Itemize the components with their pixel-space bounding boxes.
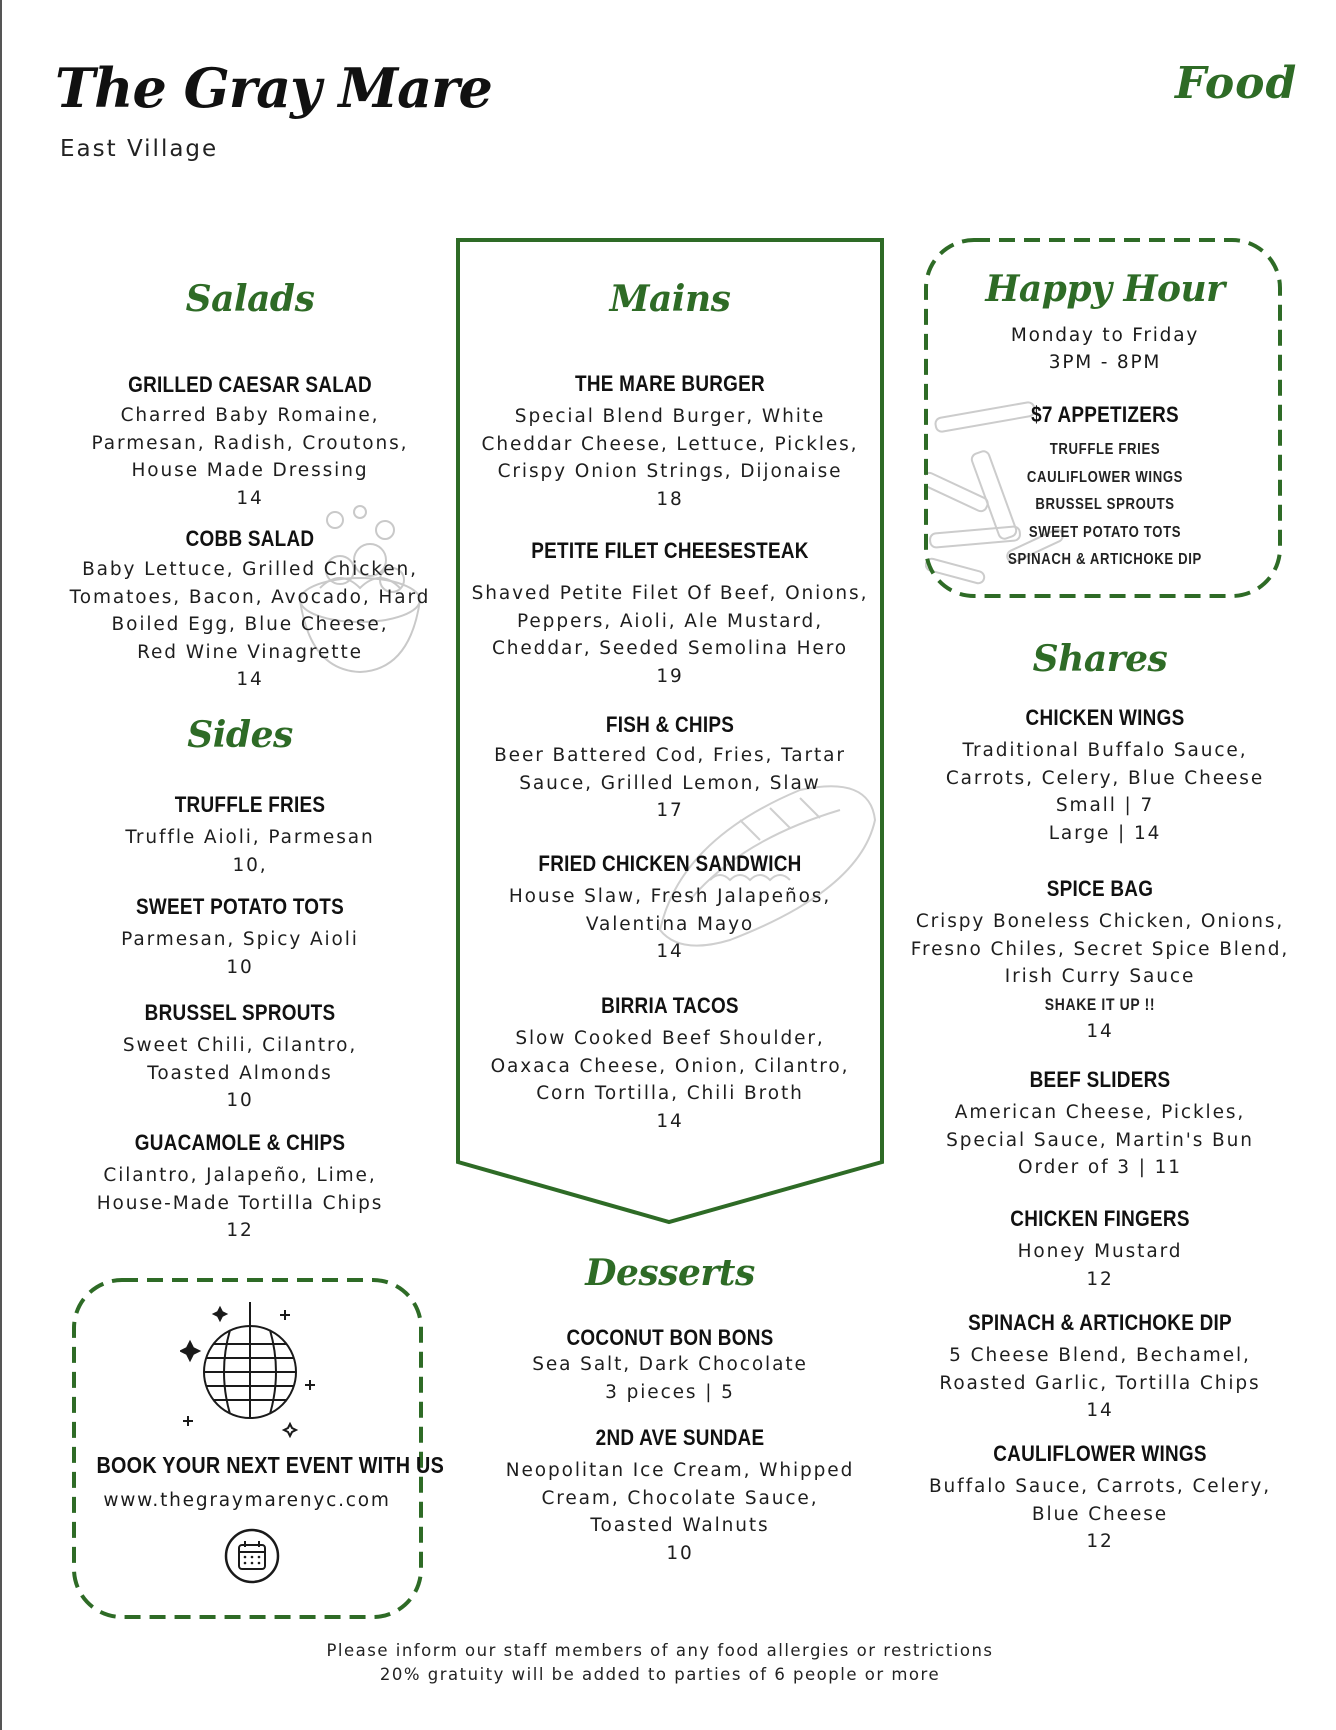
menu-item bbox=[895, 1206, 1305, 1293]
item-price: 10 bbox=[226, 956, 254, 978]
item-name: CHICKEN FINGERS bbox=[1010, 1206, 1190, 1231]
shares-title: Shares bbox=[1032, 638, 1168, 680]
item-name: PETITE FILET CHEESESTEAK bbox=[531, 538, 809, 563]
menu-item bbox=[470, 993, 870, 1135]
menu-item bbox=[50, 526, 450, 693]
menu-item bbox=[900, 705, 1310, 847]
item-name: TRUFFLE FRIES bbox=[174, 792, 326, 817]
menu-item bbox=[480, 1425, 880, 1567]
brand-logo: The Gray Mare bbox=[55, 56, 492, 120]
page-edge bbox=[0, 0, 2, 1730]
item-desc: Parmesan, Spicy Aioli bbox=[121, 929, 359, 950]
menu-item bbox=[50, 372, 450, 512]
item-desc: Truffle Aioli, Parmesan bbox=[125, 827, 375, 848]
menu-item bbox=[895, 1310, 1305, 1424]
calendar-icon[interactable] bbox=[222, 1526, 282, 1586]
item-price: 14 bbox=[1086, 1021, 1114, 1042]
item-name: SWEET POTATO TOTS bbox=[136, 894, 344, 919]
item-name: BIRRIA TACOS bbox=[601, 993, 739, 1018]
item-price: 19 bbox=[656, 665, 684, 687]
item-name: 2ND AVE SUNDAE bbox=[595, 1425, 765, 1450]
item-name: BEEF SLIDERS bbox=[1029, 1067, 1171, 1092]
desserts-title: Desserts bbox=[585, 1252, 755, 1294]
item-desc: Sweet Chili, Cilantro, Toasted Almonds bbox=[122, 1035, 358, 1084]
item-price: 12 bbox=[1086, 1531, 1114, 1552]
item-name: GUACAMOLE & CHIPS bbox=[134, 1130, 346, 1155]
happy-hour-days: Monday to Friday bbox=[1010, 325, 1200, 346]
item-desc: Slow Cooked Beef Shoulder, Oaxaca Cheese, Onion, Cilantro, Corn Tortilla, Chili Broth bbox=[490, 1028, 850, 1104]
menu-item bbox=[470, 712, 870, 824]
list-item: BRUSSEL SPROUTS bbox=[1035, 496, 1175, 513]
item-desc: Honey Mustard bbox=[1017, 1241, 1183, 1262]
item-price: 12 bbox=[1086, 1268, 1114, 1290]
item-desc: Baby Lettuce, Grilled Chicken, Tomatoes, Bacon, Avocado, Hard Boiled Egg, Blue Cheese, Red Wine Vinagrette bbox=[69, 559, 431, 663]
menu-item bbox=[470, 538, 870, 690]
item-desc: Traditional Buffalo Sauce, Carrots, Celery, Blue Cheese Small | 7 bbox=[945, 740, 1265, 816]
item-tagline: SHAKE IT UP !! bbox=[1044, 994, 1156, 1014]
list-item: CAULIFLOWER WINGS bbox=[1026, 468, 1184, 486]
salads-title: Salads bbox=[185, 278, 315, 320]
mains-title: Mains bbox=[609, 278, 731, 320]
gratuity-note: 20% gratuity will be added to parties of 6 people or more bbox=[379, 1665, 941, 1684]
item-price: Order of 3 | 11 bbox=[1018, 1157, 1182, 1178]
item-name: CAULIFLOWER WINGS bbox=[993, 1441, 1207, 1466]
menu-item bbox=[470, 851, 870, 965]
item-desc: Crispy Boneless Chicken, Onions, Fresno Chiles, Secret Spice Blend, Irish Curry Sauce bbox=[910, 911, 1290, 987]
item-desc: 5 Cheese Blend, Bechamel, Roasted Garlic, Tortilla Chips bbox=[939, 1345, 1261, 1394]
menu-item bbox=[470, 1325, 870, 1406]
menu-item bbox=[40, 1130, 440, 1244]
menu-item bbox=[895, 876, 1305, 1045]
disco-ball-icon bbox=[180, 1298, 330, 1438]
menu-item bbox=[895, 1067, 1305, 1181]
item-desc: Beer Battered Cod, Fries, Tartar Sauce, Grilled Lemon, Slaw bbox=[494, 745, 846, 794]
happy-hour-title: Happy Hour bbox=[985, 268, 1225, 310]
item-desc: Sea Salt, Dark Chocolate 3 pieces | 5 bbox=[532, 1354, 808, 1403]
event-heading: BOOK YOUR NEXT EVENT WITH US bbox=[96, 1452, 445, 1478]
item-desc: Special Blend Burger, White Cheddar Cheese, Lettuce, Pickles, Crispy Onion Strings, Dijonaise bbox=[481, 406, 859, 482]
item-price: 14 bbox=[236, 487, 264, 509]
item-name: FRIED CHICKEN SANDWICH bbox=[538, 851, 802, 876]
item-price: 14 bbox=[656, 1110, 684, 1132]
happy-hour-time: 3PM - 8PM bbox=[1048, 352, 1162, 373]
item-price: 10, bbox=[232, 854, 268, 876]
item-desc: Buffalo Sauce, Carrots, Celery, Blue Cheese bbox=[928, 1476, 1272, 1525]
event-url[interactable]: www.thegraymarenyc.com bbox=[103, 1490, 391, 1511]
item-desc: Neopolitan Ice Cream, Whipped Cream, Chocolate Sauce, Toasted Walnuts bbox=[505, 1460, 855, 1536]
item-name: SPINACH & ARTICHOKE DIP bbox=[968, 1310, 1232, 1335]
item-name: CHICKEN WINGS bbox=[1025, 705, 1185, 730]
item-price: 12 bbox=[226, 1220, 254, 1241]
happy-hour-deal: $7 APPETIZERS bbox=[1031, 402, 1179, 427]
menu-item bbox=[470, 371, 870, 513]
allergy-note: Please inform our staff members of any food allergies or restrictions bbox=[326, 1641, 994, 1660]
item-price: 14 bbox=[656, 941, 684, 962]
brand-location: East Village bbox=[60, 136, 219, 162]
menu-item bbox=[40, 1000, 440, 1114]
happy-hour-list bbox=[935, 436, 1275, 574]
item-name: GRILLED CAESAR SALAD bbox=[128, 372, 372, 397]
item-name: COCONUT BON BONS bbox=[566, 1325, 774, 1350]
item-desc: Charred Baby Romaine, Parmesan, Radish, Croutons, House Made Dressing bbox=[91, 405, 409, 481]
item-price: 10 bbox=[226, 1090, 254, 1111]
sides-title: Sides bbox=[187, 714, 293, 756]
item-price: 14 bbox=[236, 669, 264, 690]
menu-item bbox=[50, 792, 450, 879]
item-price: 18 bbox=[656, 488, 684, 510]
item-price: 17 bbox=[656, 800, 684, 821]
item-desc: Shaved Petite Filet Of Beef, Onions, Peppers, Aioli, Ale Mustard, Cheddar, Seeded Semolina Hero bbox=[471, 583, 869, 659]
menu-item bbox=[40, 894, 440, 981]
list-item: SPINACH & ARTICHOKE DIP bbox=[1008, 551, 1202, 568]
list-item: TRUFFLE FRIES bbox=[1049, 441, 1161, 458]
item-name: COBB SALAD bbox=[185, 526, 315, 551]
item-desc: Cilantro, Jalapeño, Lime, House-Made Tortilla Chips bbox=[96, 1165, 384, 1214]
item-name: SPICE BAG bbox=[1046, 876, 1154, 901]
item-desc: American Cheese, Pickles, Special Sauce, Martin's Bun bbox=[946, 1102, 1254, 1151]
item-desc: House Slaw, Fresh Jalapeños, Valentina Mayo bbox=[508, 886, 832, 935]
item-price: 14 bbox=[1086, 1400, 1114, 1421]
menu-title: Food bbox=[1175, 58, 1298, 109]
list-item: SWEET POTATO TOTS bbox=[1028, 523, 1182, 541]
item-name: THE MARE BURGER bbox=[575, 371, 765, 396]
item-price: Large | 14 bbox=[1048, 822, 1162, 844]
item-name: FISH & CHIPS bbox=[605, 712, 735, 737]
item-name: BRUSSEL SPROUTS bbox=[144, 1000, 336, 1025]
menu-item bbox=[895, 1441, 1305, 1555]
item-price: 10 bbox=[666, 1542, 694, 1564]
